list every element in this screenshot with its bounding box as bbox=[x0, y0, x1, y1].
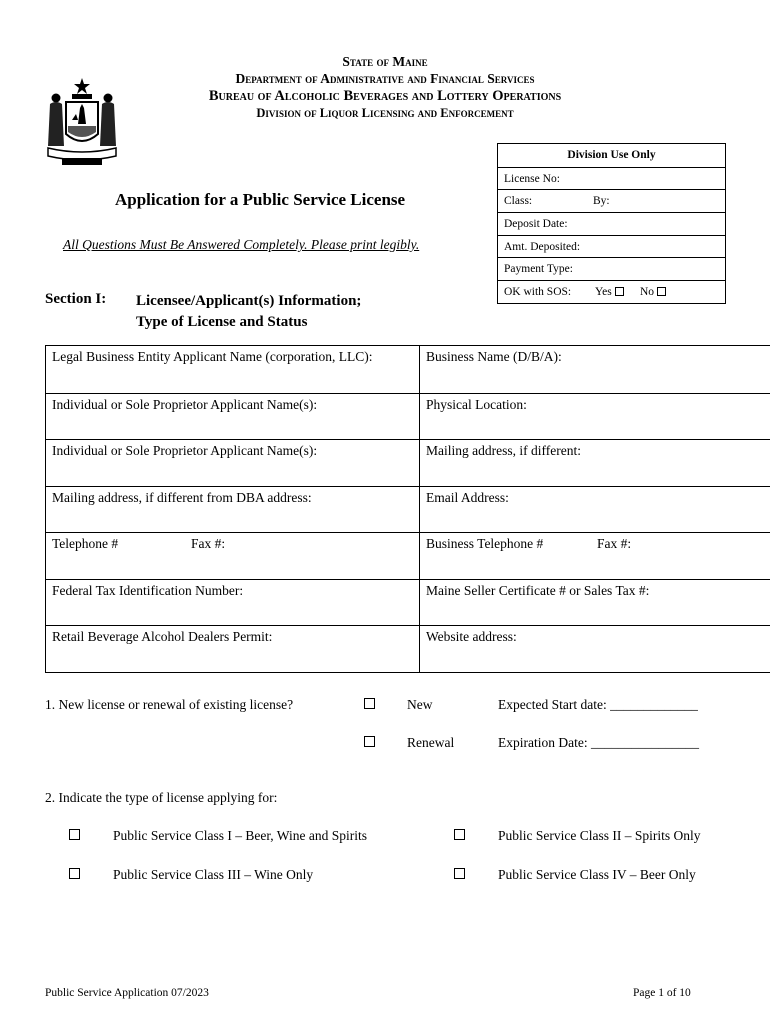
amt-deposited-field: Amt. Deposited: bbox=[498, 235, 725, 258]
business-name-field[interactable]: Business Name (D/B/A): bbox=[426, 349, 562, 364]
section-number: Section I: bbox=[45, 291, 107, 307]
renewal-label: Renewal bbox=[407, 735, 455, 750]
class-1-checkbox[interactable] bbox=[69, 829, 80, 840]
ok-sos-field: OK with SOS: Yes No bbox=[498, 280, 725, 303]
class-4-checkbox[interactable] bbox=[454, 868, 465, 879]
physical-location-field[interactable]: Physical Location: bbox=[420, 393, 770, 440]
division-use-title: Division Use Only bbox=[567, 149, 656, 161]
business-fax-label: Fax #: bbox=[597, 536, 632, 552]
header-state: State of Maine bbox=[342, 54, 428, 69]
header-department: Department of Administrative and Financial Services bbox=[235, 71, 535, 86]
by-label: By: bbox=[593, 195, 610, 208]
application-title: Application for a Public Service License bbox=[115, 190, 406, 209]
section-title: Licensee/Applicant(s) Information; Type of License and Status bbox=[136, 293, 362, 330]
individual-applicant-name-field-1[interactable]: Individual or Sole Proprietor Applicant Name(s): bbox=[46, 393, 420, 440]
telephone-fax-field[interactable] bbox=[46, 532, 420, 579]
question-2-label: 2. Indicate the type of license applying for: bbox=[45, 790, 278, 805]
class-4-label: Public Service Class IV – Beer Only bbox=[498, 867, 696, 882]
division-use-box bbox=[497, 143, 726, 304]
deposit-date-field: Deposit Date: bbox=[498, 212, 725, 235]
renewal-checkbox[interactable] bbox=[364, 736, 375, 747]
sos-yes-option[interactable]: Yes bbox=[595, 281, 624, 304]
instructions-text: All Questions Must Be Answered Completely. Please print legibly. bbox=[63, 237, 420, 252]
sos-no-checkbox[interactable] bbox=[657, 287, 666, 296]
email-address-field[interactable]: Email Address: bbox=[420, 486, 770, 533]
class-3-checkbox[interactable] bbox=[69, 868, 80, 879]
business-telephone-label: Business Telephone # bbox=[426, 536, 544, 552]
class-1-label: Public Service Class I – Beer, Wine and Spirits bbox=[113, 828, 368, 843]
class-3-label: Public Service Class III – Wine Only bbox=[113, 867, 314, 882]
fax-label: Fax #: bbox=[191, 536, 226, 552]
mailing-address-field[interactable]: Mailing address, if different: bbox=[420, 439, 770, 486]
website-address-field[interactable]: Website address: bbox=[420, 625, 770, 672]
class-field: Class: By: bbox=[498, 189, 725, 212]
new-license-checkbox[interactable] bbox=[364, 698, 375, 709]
telephone-label: Telephone # bbox=[52, 536, 119, 552]
business-telephone-fax-field[interactable] bbox=[420, 532, 770, 579]
dealers-permit-field[interactable]: Retail Beverage Alcohol Dealers Permit: bbox=[46, 625, 420, 672]
sos-no-option[interactable]: No bbox=[640, 281, 666, 304]
footer-form-id: Public Service Application 07/2023 bbox=[45, 987, 209, 999]
federal-tax-id-field[interactable]: Federal Tax Identification Number: bbox=[46, 579, 420, 626]
question-1-label: 1. New license or renewal of existing license? bbox=[45, 697, 294, 712]
applicant-info-table bbox=[45, 345, 770, 673]
payment-type-field: Payment Type: bbox=[498, 257, 725, 280]
seller-certificate-field[interactable]: Maine Seller Certificate # or Sales Tax #: bbox=[420, 579, 770, 626]
expiration-date-field[interactable]: Expiration Date: ________________ bbox=[498, 735, 699, 750]
legal-entity-name-field[interactable]: Legal Business Entity Applicant Name (corporation, LLC): bbox=[46, 346, 420, 393]
individual-applicant-name-field-2[interactable]: Individual or Sole Proprietor Applicant Name(s): bbox=[46, 439, 420, 486]
page-number: Page 1 of 10 bbox=[633, 987, 691, 999]
maine-state-seal-icon bbox=[42, 76, 122, 168]
header-bureau: Bureau of Alcoholic Beverages and Lottery Operations bbox=[208, 88, 562, 104]
header-division: Division of Liquor Licensing and Enforcement bbox=[256, 106, 514, 120]
new-license-label: New bbox=[407, 697, 433, 712]
class-2-checkbox[interactable] bbox=[454, 829, 465, 840]
sos-yes-checkbox[interactable] bbox=[615, 287, 624, 296]
expected-start-date-field[interactable]: Expected Start date: _____________ bbox=[498, 697, 698, 712]
mailing-address-dba-field[interactable]: Mailing address, if different from DBA address: bbox=[46, 486, 420, 533]
class-2-label: Public Service Class II – Spirits Only bbox=[498, 828, 701, 843]
license-no-field: License No: bbox=[498, 167, 725, 190]
